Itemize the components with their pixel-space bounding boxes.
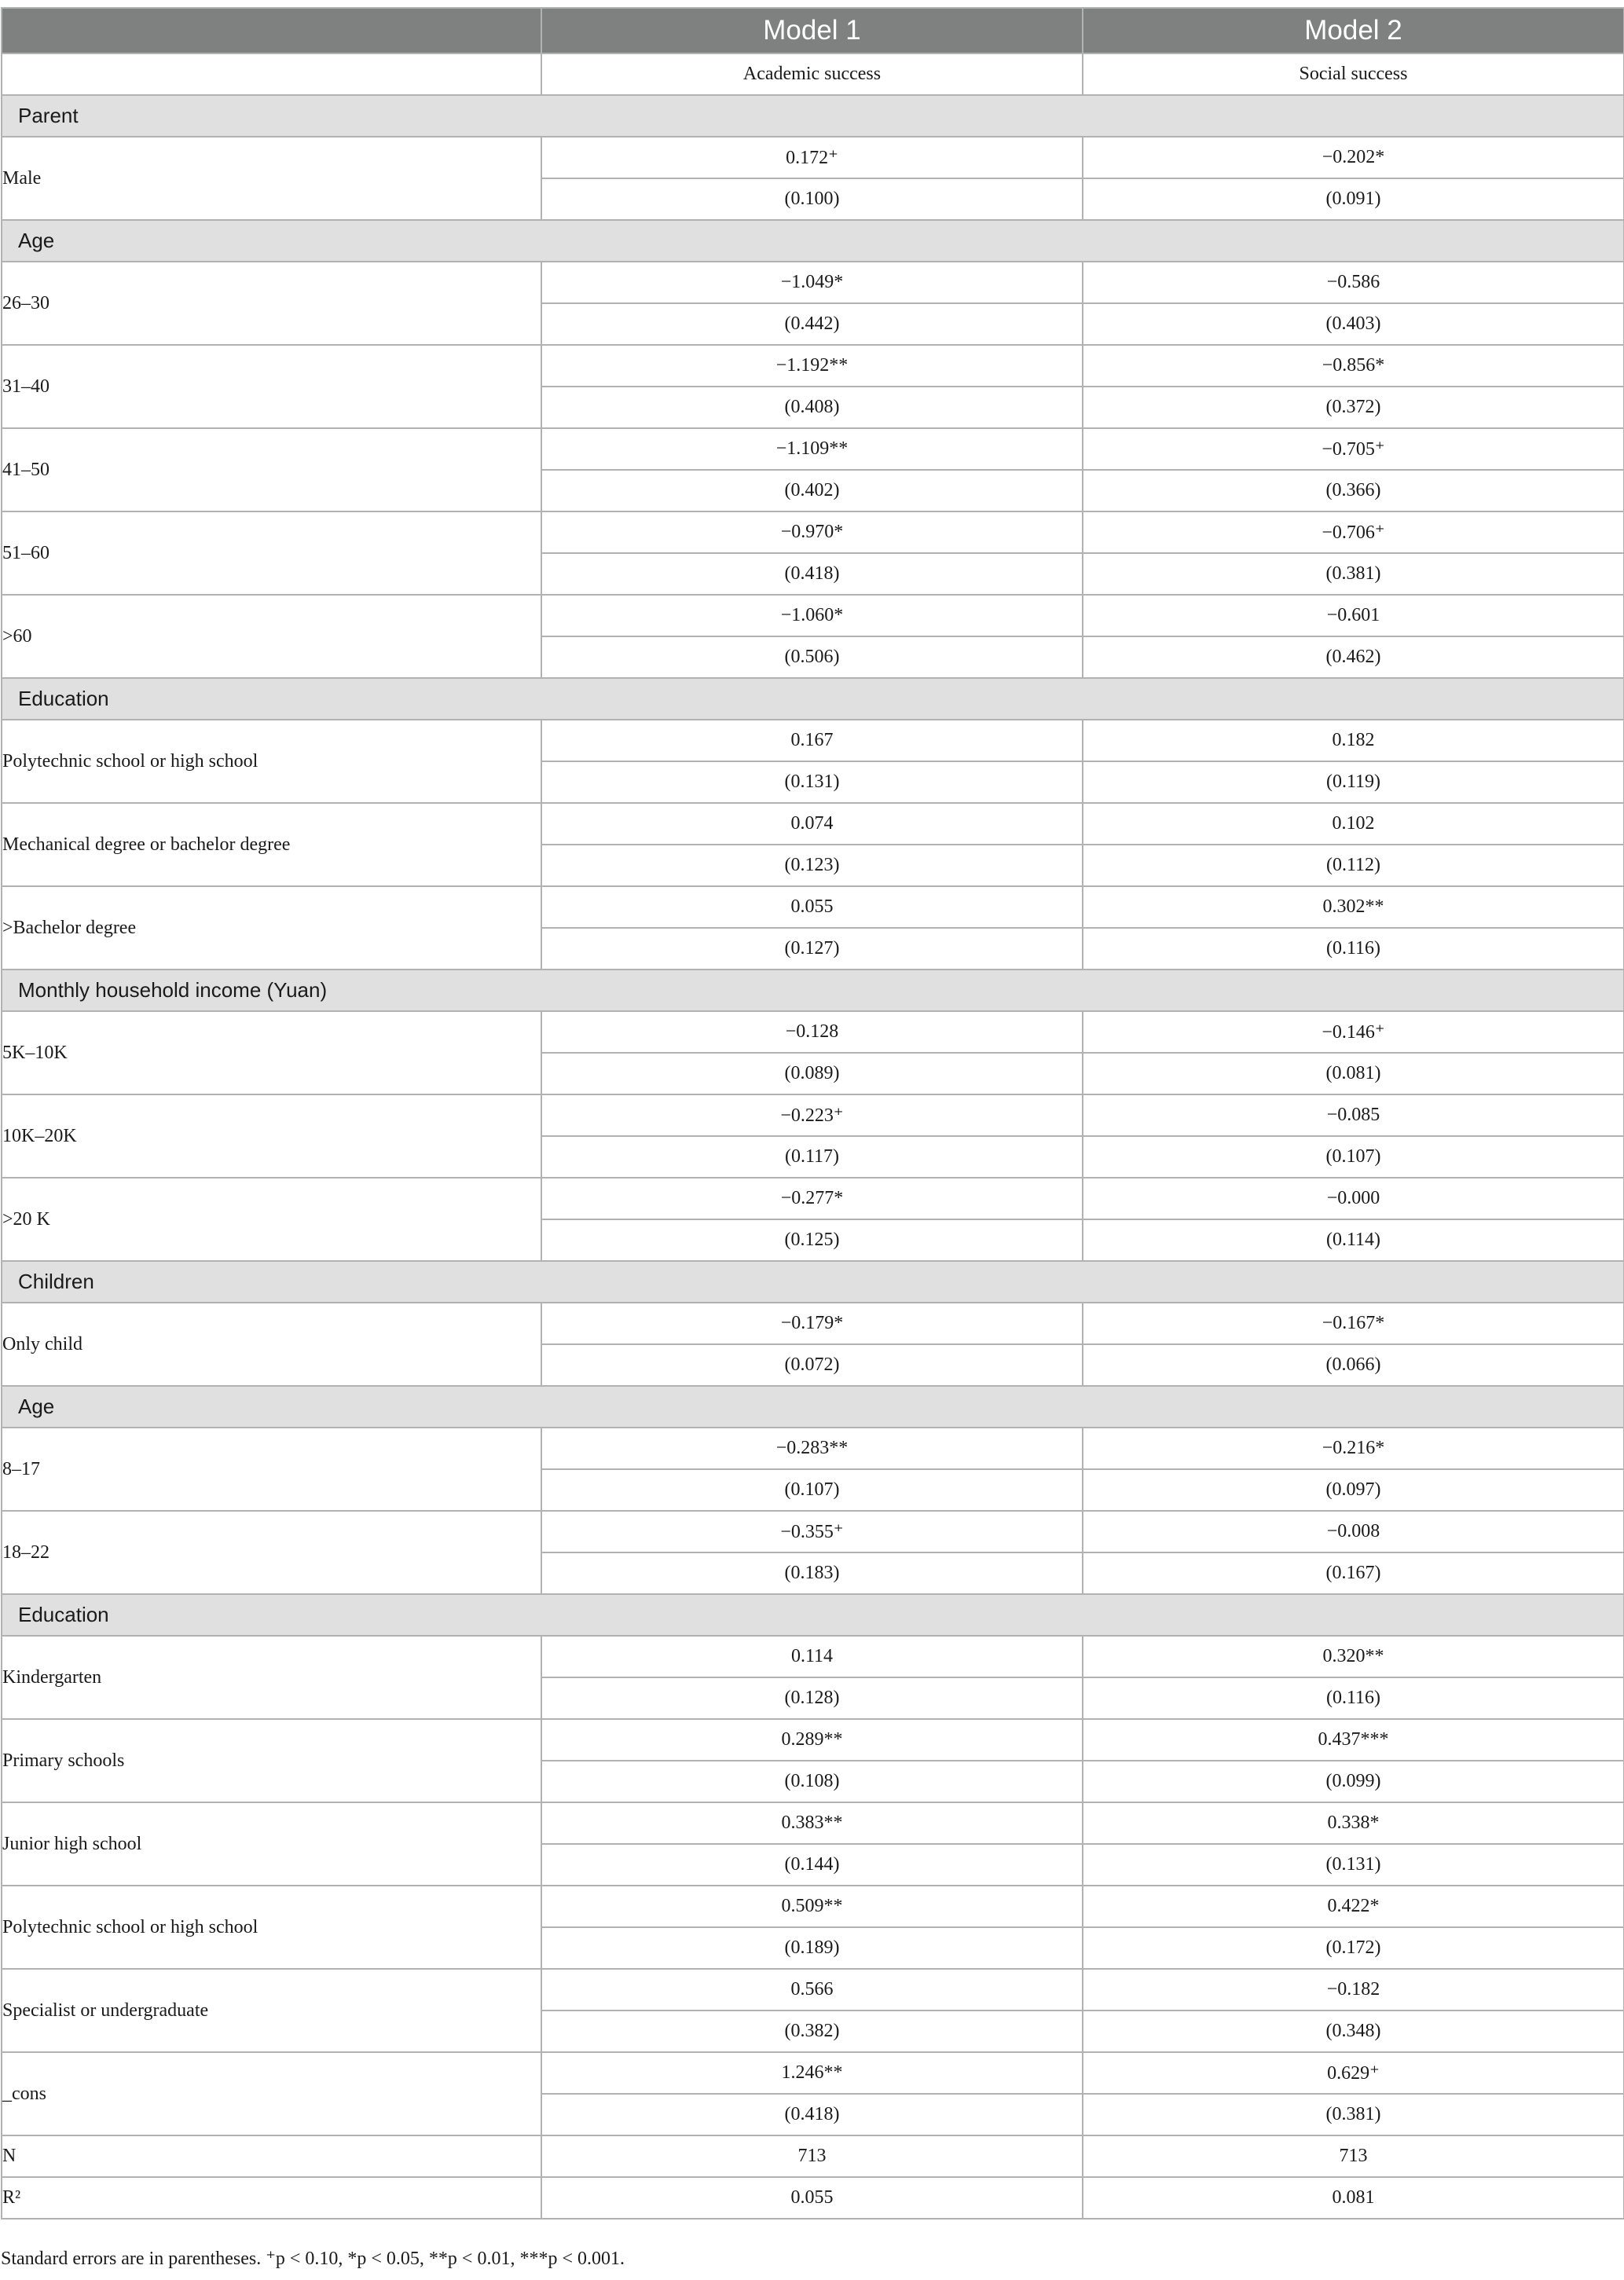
variable-row-coef — [2, 1636, 1624, 1677]
model1-standard-error: (0.123) — [541, 845, 1083, 886]
model2-coefficient: −0.705⁺ — [1083, 428, 1624, 470]
model2-standard-error: (0.114) — [1083, 1219, 1624, 1261]
model1-coefficient: 0.055 — [541, 886, 1083, 928]
subheader-model-2: Social success — [1083, 53, 1624, 95]
row-label: 41–50 — [2, 428, 541, 511]
model1-standard-error: (0.506) — [541, 636, 1083, 678]
row-label: 18–22 — [2, 1511, 541, 1594]
model2-coefficient: 0.629⁺ — [1083, 2052, 1624, 2094]
section-header-row — [2, 95, 1624, 137]
subheader-model-1: Academic success — [541, 53, 1083, 95]
model1-standard-error: (0.131) — [541, 761, 1083, 803]
row-label: Only child — [2, 1303, 541, 1386]
model2-standard-error: (0.381) — [1083, 2094, 1624, 2135]
r-squared-row — [2, 2177, 1624, 2219]
model1-coefficient: −1.049* — [541, 262, 1083, 303]
model2-standard-error: (0.091) — [1083, 178, 1624, 220]
subheader-row — [2, 53, 1624, 95]
variable-row-coef — [2, 345, 1624, 387]
model1-standard-error: (0.189) — [541, 1927, 1083, 1969]
row-label: >60 — [2, 595, 541, 678]
stat-label: R² — [2, 2177, 541, 2219]
section-title: Children — [2, 1261, 1624, 1303]
section-header-row — [2, 220, 1624, 262]
section-title: Education — [2, 1594, 1624, 1636]
model1-coefficient: −1.060* — [541, 595, 1083, 636]
model1-standard-error: (0.117) — [541, 1136, 1083, 1178]
model1-standard-error: (0.107) — [541, 1469, 1083, 1511]
model1-standard-error: (0.089) — [541, 1053, 1083, 1094]
model1-coefficient: 0.566 — [541, 1969, 1083, 2011]
row-label: Primary schools — [2, 1719, 541, 1802]
row-label: 26–30 — [2, 262, 541, 345]
model2-coefficient: −0.706⁺ — [1083, 511, 1624, 553]
row-label: _cons — [2, 2052, 541, 2135]
model2-coefficient: −0.146⁺ — [1083, 1011, 1624, 1053]
table-footnote: Standard errors are in parentheses. ⁺p < 0.10, *p < 0.05, **p < 0.01, ***p < 0.001. — [1, 2249, 625, 2269]
model1-standard-error: (0.100) — [541, 178, 1083, 220]
sample-size-row — [2, 2135, 1624, 2177]
row-label: Polytechnic school or high school — [2, 720, 541, 803]
row-label: >20 K — [2, 1178, 541, 1261]
model1-coefficient: −1.192** — [541, 345, 1083, 387]
model2-coefficient: −0.008 — [1083, 1511, 1624, 1552]
model1-standard-error: (0.418) — [541, 553, 1083, 595]
model2-standard-error: (0.107) — [1083, 1136, 1624, 1178]
row-label: Specialist or undergraduate — [2, 1969, 541, 2052]
subheader-corner — [2, 53, 541, 95]
model2-standard-error: (0.099) — [1083, 1761, 1624, 1802]
model2-coefficient: 0.102 — [1083, 803, 1624, 845]
model1-standard-error: (0.442) — [541, 303, 1083, 345]
row-label: 5K–10K — [2, 1011, 541, 1094]
constant-row-coef — [2, 2052, 1624, 2094]
section-header-row — [2, 1594, 1624, 1636]
model2-standard-error: (0.372) — [1083, 387, 1624, 428]
variable-row-coef — [2, 803, 1624, 845]
model1-coefficient: −0.128 — [541, 1011, 1083, 1053]
variable-row-coef — [2, 511, 1624, 553]
model1-standard-error: (0.125) — [541, 1219, 1083, 1261]
section-header-row — [2, 1261, 1624, 1303]
model1-coefficient: 0.383** — [541, 1802, 1083, 1844]
row-label: 8–17 — [2, 1428, 541, 1511]
variable-row-coef — [2, 262, 1624, 303]
row-label: 10K–20K — [2, 1094, 541, 1178]
model1-standard-error: (0.408) — [541, 387, 1083, 428]
variable-row-coef — [2, 1178, 1624, 1219]
model2-stat: 0.081 — [1083, 2177, 1624, 2219]
header-model-2: Model 2 — [1083, 8, 1624, 53]
model1-coefficient: 1.246** — [541, 2052, 1083, 2094]
model2-coefficient: −0.216* — [1083, 1428, 1624, 1469]
model1-coefficient: −0.355⁺ — [541, 1511, 1083, 1552]
section-header-row — [2, 970, 1624, 1011]
section-title: Age — [2, 220, 1624, 262]
section-title: Education — [2, 678, 1624, 720]
section-header-row — [2, 1386, 1624, 1428]
variable-row-coef — [2, 886, 1624, 928]
model1-standard-error: (0.382) — [541, 2011, 1083, 2052]
header-model-1: Model 1 — [541, 8, 1083, 53]
row-label: 31–40 — [2, 345, 541, 428]
model2-stat: 713 — [1083, 2135, 1624, 2177]
header-corner — [2, 8, 541, 53]
variable-row-coef — [2, 1969, 1624, 2011]
model1-standard-error: (0.183) — [541, 1552, 1083, 1594]
variable-row-coef — [2, 720, 1624, 761]
model2-standard-error: (0.403) — [1083, 303, 1624, 345]
model2-standard-error: (0.066) — [1083, 1344, 1624, 1386]
model1-coefficient: 0.114 — [541, 1636, 1083, 1677]
model2-coefficient: 0.302** — [1083, 886, 1624, 928]
model1-coefficient: −0.179* — [541, 1303, 1083, 1344]
variable-row-coef — [2, 137, 1624, 178]
variable-row-coef — [2, 595, 1624, 636]
model2-coefficient: −0.601 — [1083, 595, 1624, 636]
model1-standard-error: (0.144) — [541, 1844, 1083, 1886]
model2-coefficient: 0.182 — [1083, 720, 1624, 761]
model2-standard-error: (0.116) — [1083, 1677, 1624, 1719]
section-title: Age — [2, 1386, 1624, 1428]
variable-row-coef — [2, 428, 1624, 470]
variable-row-coef — [2, 1511, 1624, 1552]
model2-coefficient: −0.202* — [1083, 137, 1624, 178]
model1-coefficient: −1.109** — [541, 428, 1083, 470]
model2-coefficient: −0.085 — [1083, 1094, 1624, 1136]
regression-table — [1, 7, 1624, 2220]
model2-standard-error: (0.462) — [1083, 636, 1624, 678]
row-label: Polytechnic school or high school — [2, 1886, 541, 1969]
row-label: Male — [2, 137, 541, 220]
model2-coefficient: −0.182 — [1083, 1969, 1624, 2011]
model1-coefficient: 0.074 — [541, 803, 1083, 845]
model1-standard-error: (0.127) — [541, 928, 1083, 970]
model1-standard-error: (0.128) — [541, 1677, 1083, 1719]
model1-standard-error: (0.418) — [541, 2094, 1083, 2135]
model2-standard-error: (0.119) — [1083, 761, 1624, 803]
stat-label: N — [2, 2135, 541, 2177]
header-row — [2, 8, 1624, 53]
row-label: Mechanical degree or bachelor degree — [2, 803, 541, 886]
model1-stat: 0.055 — [541, 2177, 1083, 2219]
table-body — [2, 53, 1624, 2219]
model2-standard-error: (0.366) — [1083, 470, 1624, 511]
row-label: 51–60 — [2, 511, 541, 595]
model2-coefficient: 0.320** — [1083, 1636, 1624, 1677]
variable-row-coef — [2, 1428, 1624, 1469]
model2-standard-error: (0.167) — [1083, 1552, 1624, 1594]
section-header-row — [2, 678, 1624, 720]
row-label: >Bachelor degree — [2, 886, 541, 970]
section-title: Parent — [2, 95, 1624, 137]
section-title: Monthly household income (Yuan) — [2, 970, 1624, 1011]
model2-standard-error: (0.172) — [1083, 1927, 1624, 1969]
model1-standard-error: (0.072) — [541, 1344, 1083, 1386]
model2-standard-error: (0.116) — [1083, 928, 1624, 970]
variable-row-coef — [2, 1886, 1624, 1927]
model2-coefficient: 0.422* — [1083, 1886, 1624, 1927]
model1-coefficient: −0.283** — [541, 1428, 1083, 1469]
model2-standard-error: (0.112) — [1083, 845, 1624, 886]
model2-coefficient: −0.586 — [1083, 262, 1624, 303]
model1-stat: 713 — [541, 2135, 1083, 2177]
model1-coefficient: 0.289** — [541, 1719, 1083, 1761]
model1-coefficient: 0.172⁺ — [541, 137, 1083, 178]
model1-coefficient: 0.167 — [541, 720, 1083, 761]
model2-standard-error: (0.348) — [1083, 2011, 1624, 2052]
model2-standard-error: (0.081) — [1083, 1053, 1624, 1094]
model1-coefficient: 0.509** — [541, 1886, 1083, 1927]
model1-standard-error: (0.402) — [541, 470, 1083, 511]
model2-standard-error: (0.131) — [1083, 1844, 1624, 1886]
model2-coefficient: −0.167* — [1083, 1303, 1624, 1344]
variable-row-coef — [2, 1094, 1624, 1136]
variable-row-coef — [2, 1802, 1624, 1844]
row-label: Kindergarten — [2, 1636, 541, 1719]
model1-standard-error: (0.108) — [541, 1761, 1083, 1802]
variable-row-coef — [2, 1719, 1624, 1761]
variable-row-coef — [2, 1303, 1624, 1344]
model2-coefficient: −0.856* — [1083, 345, 1624, 387]
model2-standard-error: (0.097) — [1083, 1469, 1624, 1511]
model1-coefficient: −0.970* — [541, 511, 1083, 553]
model2-coefficient: 0.437*** — [1083, 1719, 1624, 1761]
model1-coefficient: −0.223⁺ — [541, 1094, 1083, 1136]
row-label: Junior high school — [2, 1802, 541, 1886]
model2-standard-error: (0.381) — [1083, 553, 1624, 595]
model1-coefficient: −0.277* — [541, 1178, 1083, 1219]
model2-coefficient: 0.338* — [1083, 1802, 1624, 1844]
variable-row-coef — [2, 1011, 1624, 1053]
model2-coefficient: −0.000 — [1083, 1178, 1624, 1219]
